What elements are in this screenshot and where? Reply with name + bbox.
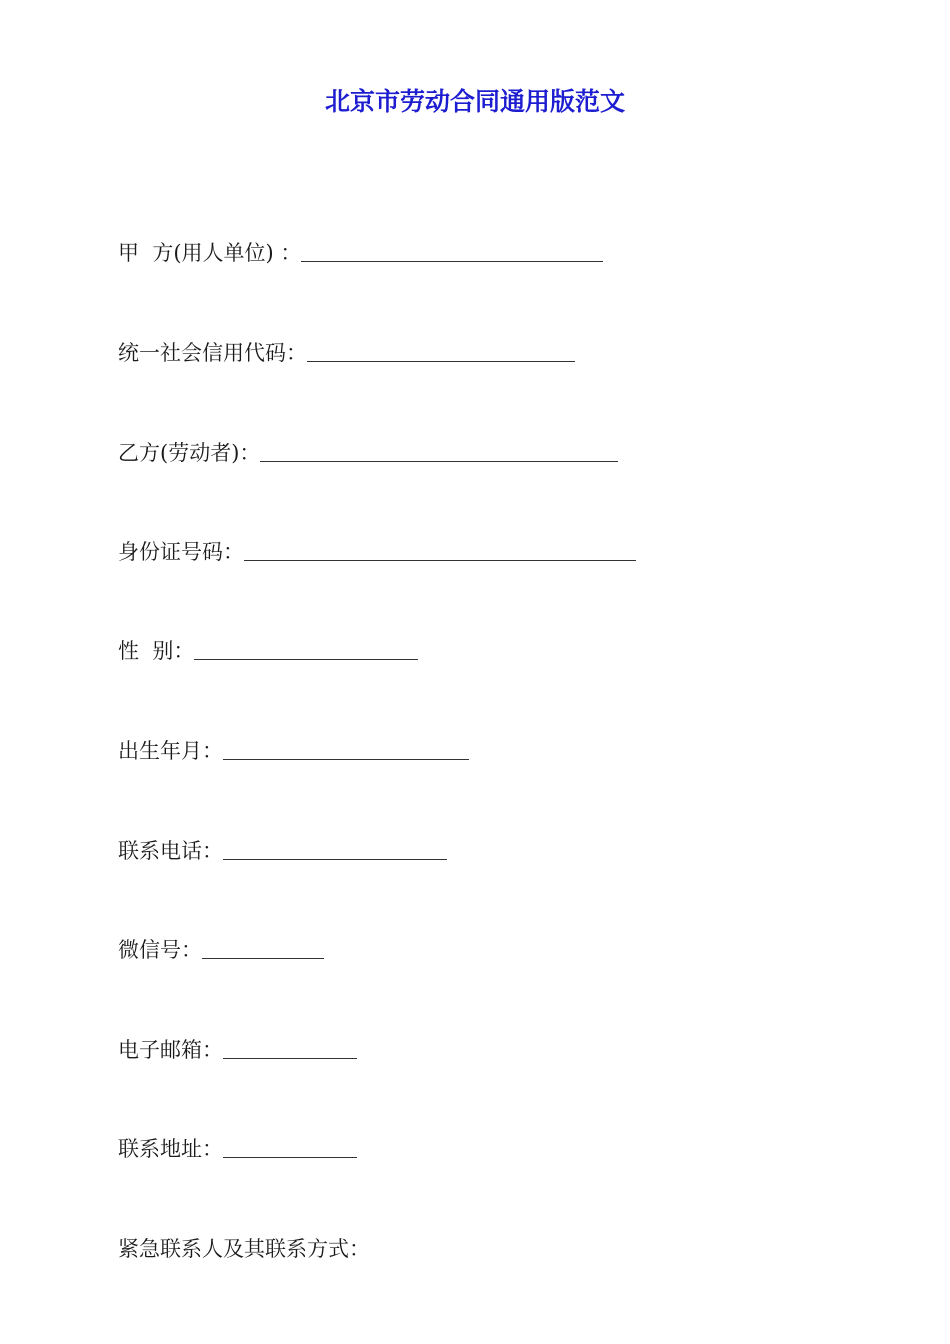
field-label-credit-code: 统一社会信用代码： <box>118 341 307 365</box>
field-wechat <box>118 933 324 963</box>
field-party-a <box>118 236 603 266</box>
email-blank[interactable] <box>223 1034 357 1059</box>
field-label-phone: 联系电话： <box>118 839 223 863</box>
field-credit-code <box>118 336 575 366</box>
field-id-number <box>118 535 636 565</box>
credit-code-blank[interactable] <box>307 337 575 362</box>
field-label-email: 电子邮箱： <box>118 1038 223 1062</box>
party-a-blank[interactable] <box>301 237 603 262</box>
party-b-blank[interactable] <box>260 437 618 462</box>
address-blank[interactable] <box>223 1133 357 1158</box>
field-label-gender: 性 别： <box>118 639 195 663</box>
field-email <box>118 1033 357 1063</box>
field-gender <box>118 634 418 664</box>
field-label-party-a: 甲 方(用人单位) ： <box>118 241 302 265</box>
document-title: 北京市劳动合同通用版范文 <box>324 87 625 116</box>
field-label-address: 联系地址： <box>118 1137 223 1161</box>
field-label-emergency-contact: 紧急联系人及其联系方式： <box>118 1237 370 1261</box>
field-label-party-b: 乙方(劳动者)： <box>118 441 261 465</box>
id-number-blank[interactable] <box>244 536 636 561</box>
phone-blank[interactable] <box>223 835 447 860</box>
field-label-birth-date: 出生年月： <box>118 739 223 763</box>
wechat-blank[interactable] <box>202 934 324 959</box>
field-emergency-contact <box>118 1232 370 1262</box>
gender-blank[interactable] <box>194 635 418 660</box>
field-label-wechat: 微信号： <box>118 938 202 962</box>
birth-date-blank[interactable] <box>223 735 469 760</box>
field-birth-date <box>118 734 469 764</box>
field-address <box>118 1132 357 1162</box>
field-party-b <box>118 436 618 466</box>
field-label-id-number: 身份证号码： <box>118 540 244 564</box>
field-phone <box>118 834 447 864</box>
